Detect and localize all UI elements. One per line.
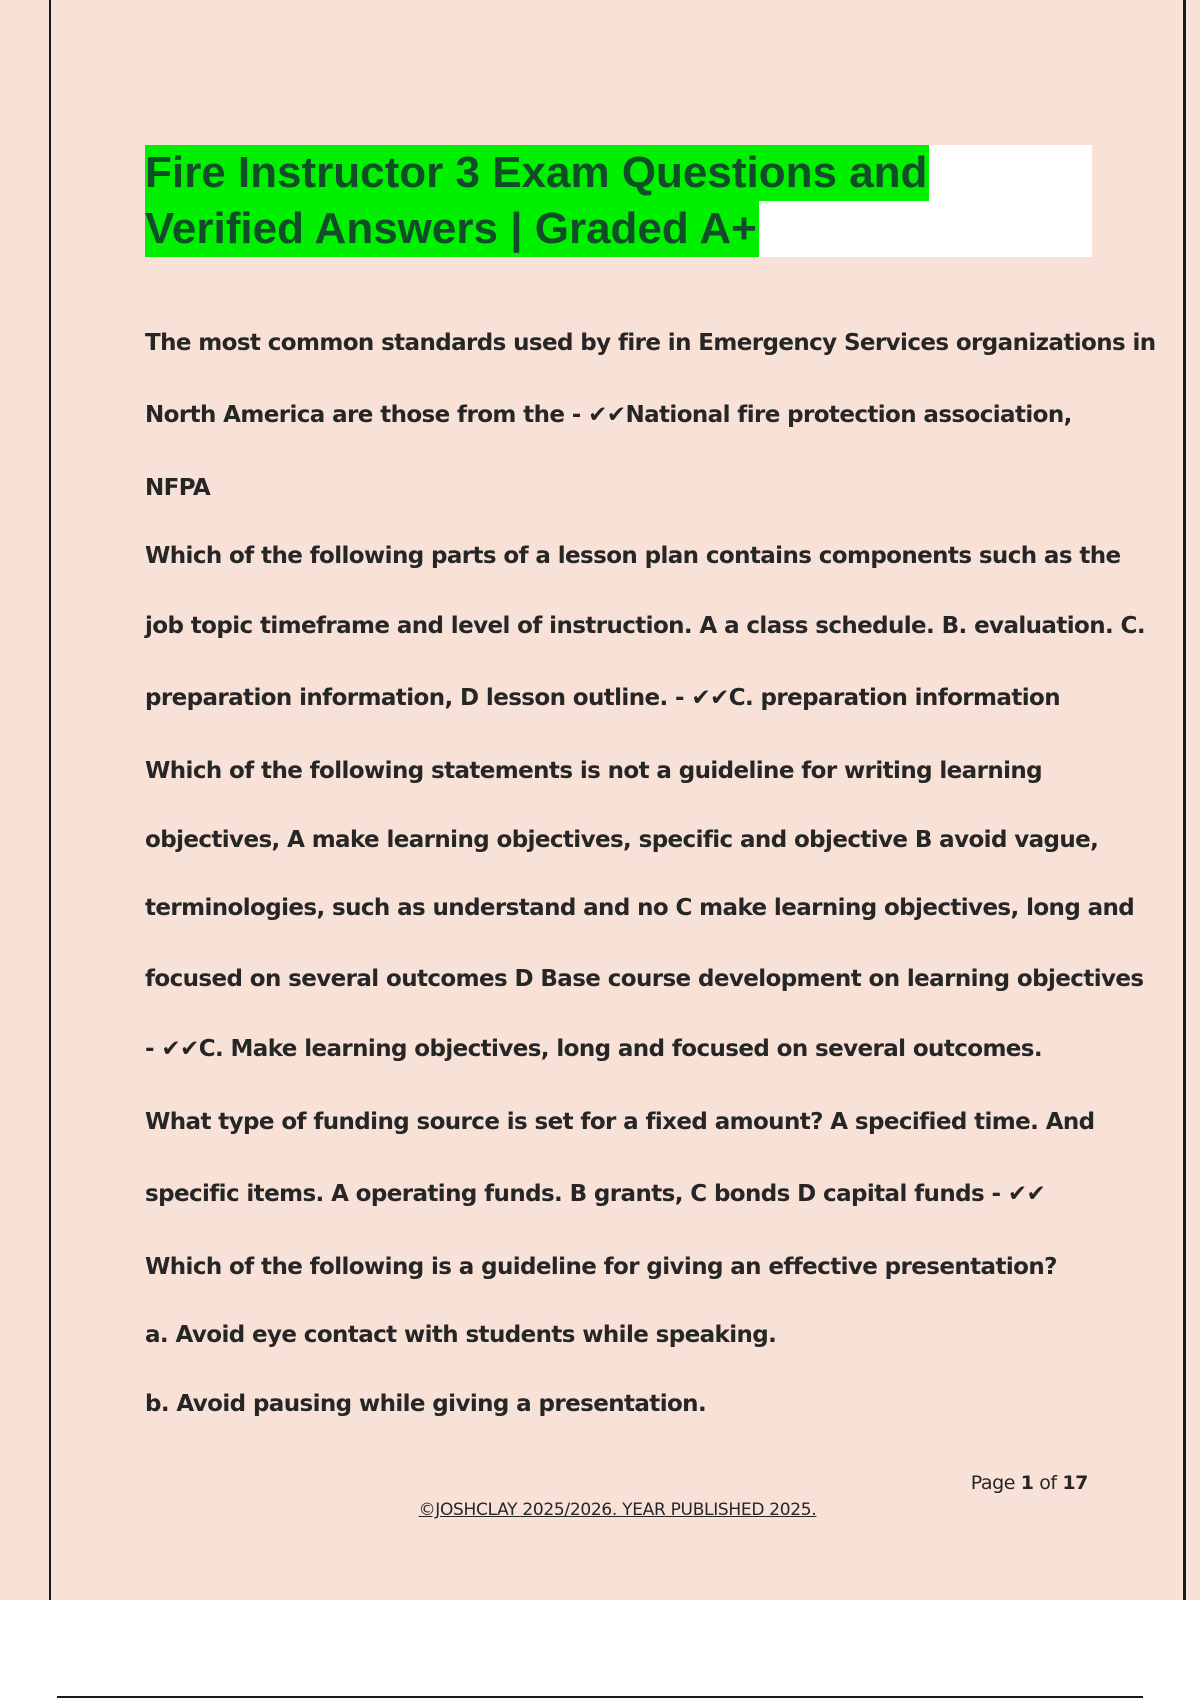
body-line: NFPA	[145, 475, 211, 501]
body-line: The most common standards used by fire in Emergency Services organizations in	[145, 330, 1156, 356]
left-border-rule	[49, 0, 51, 1600]
body-line: objectives, A make learning objectives, specific and objective B avoid vague,	[145, 827, 1099, 853]
copyright-footer: ©JOSHCLAY 2025/2026. YEAR PUBLISHED 2025.	[418, 1500, 817, 1520]
body-line: Which of the following parts of a lesson plan contains components such as the	[145, 543, 1121, 569]
body-line: specific items. A operating funds. B grants, C bonds D capital funds - ✔✔	[145, 1181, 1046, 1207]
body-line: North America are those from the - ✔✔National fire protection association,	[145, 402, 1072, 428]
page-number	[900, 1472, 1088, 1494]
body-line: terminologies, such as understand and no C make learning objectives, long and	[145, 895, 1135, 921]
page-total: 17	[1062, 1472, 1088, 1494]
document-title-line-2: Verified Answers | Graded A+	[145, 201, 759, 257]
body-line: Which of the following is a guideline for giving an effective presentation?	[145, 1254, 1057, 1280]
page-current: 1	[1020, 1472, 1034, 1494]
body-line: Which of the following statements is not a guideline for writing learning	[145, 758, 1043, 784]
next-page-top-rule	[57, 1696, 1143, 1698]
page-prefix: Page	[970, 1472, 1016, 1494]
page-of: of	[1039, 1472, 1057, 1494]
body-line: b. Avoid pausing while giving a presentation.	[145, 1391, 707, 1417]
body-line: focused on several outcomes D Base course development on learning objectives	[145, 966, 1144, 992]
body-line: - ✔✔C. Make learning objectives, long and focused on several outcomes.	[145, 1036, 1043, 1062]
body-line: What type of funding source is set for a fixed amount? A specified time. And	[145, 1109, 1095, 1135]
body-line: preparation information, D lesson outline. - ✔✔C. preparation information	[145, 685, 1060, 711]
body-line: job topic timeframe and level of instruction. A a class schedule. B. evaluation. C.	[145, 613, 1145, 639]
right-border-rule	[1183, 0, 1186, 1600]
document-title-line-1: Fire Instructor 3 Exam Questions and	[145, 145, 929, 201]
body-line: a. Avoid eye contact with students while speaking.	[145, 1322, 777, 1348]
